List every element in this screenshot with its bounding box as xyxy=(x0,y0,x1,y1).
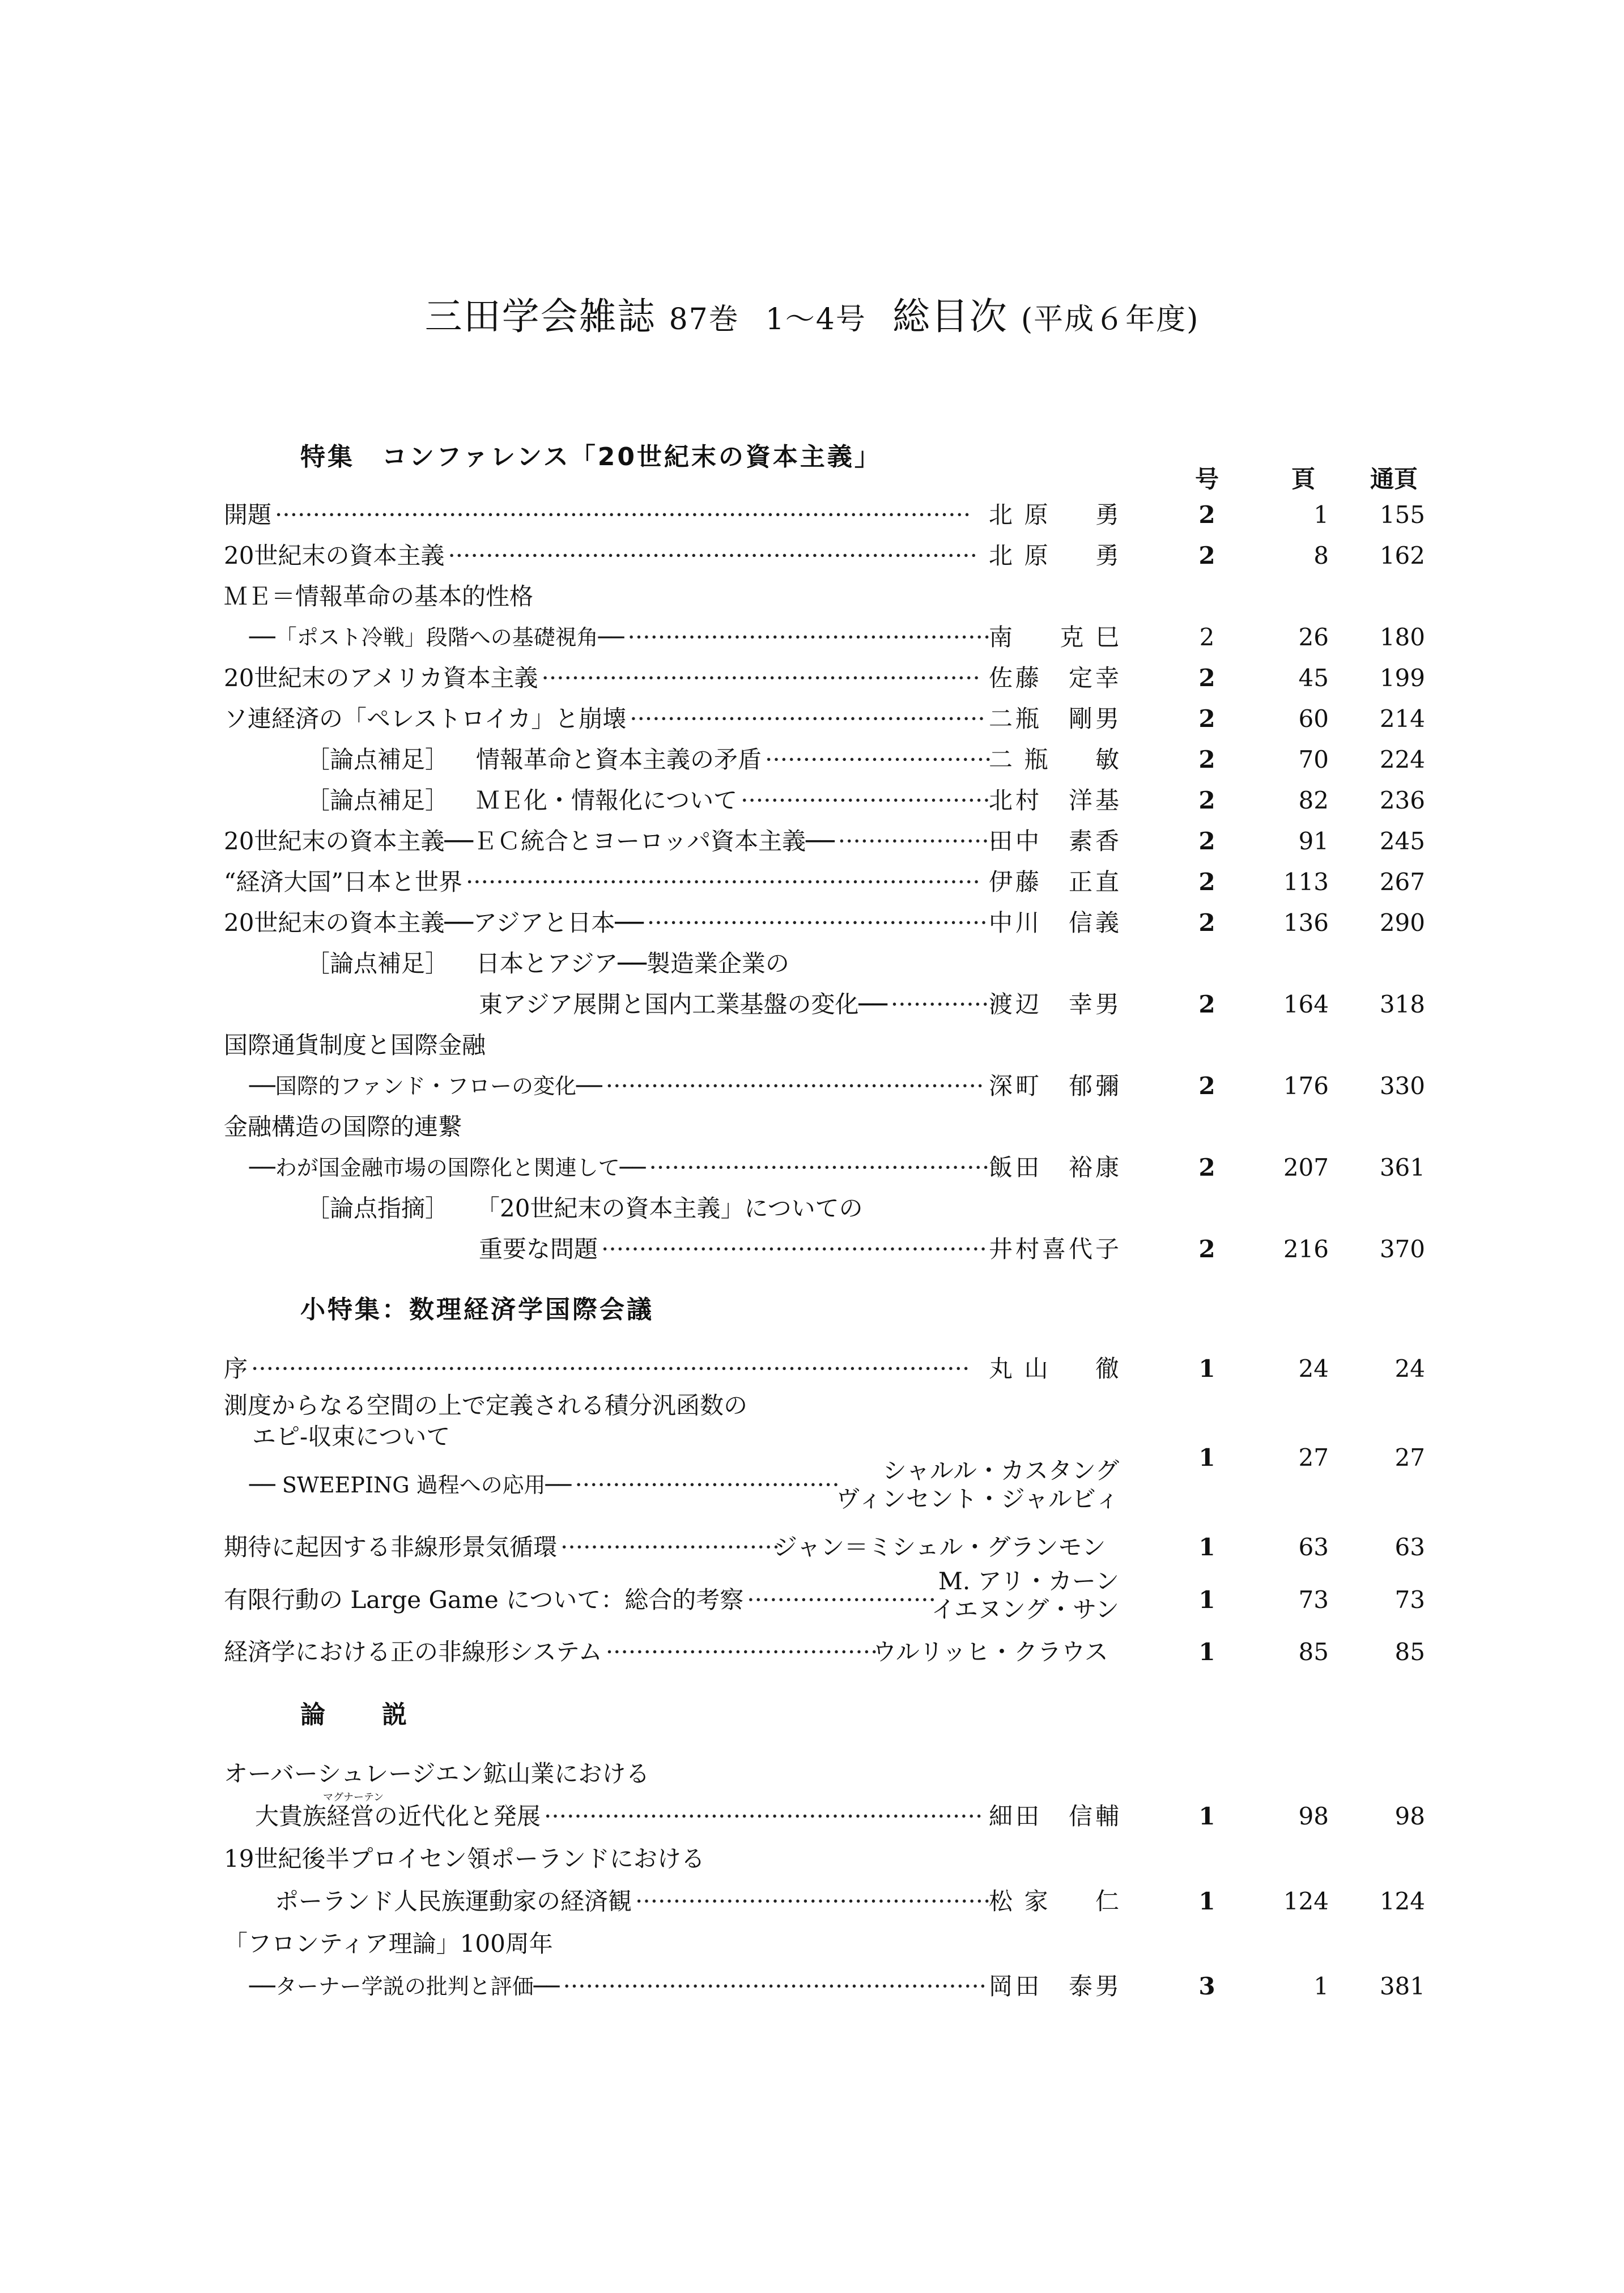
entry-title: 国際通貨制度と国際金融 xyxy=(224,1031,486,1059)
entry-issue: 2 xyxy=(1198,827,1215,855)
journal-name: 三田学会雑誌 xyxy=(424,295,656,338)
entry-bracket-label: ［論点補足］ xyxy=(306,950,449,977)
toc-row[interactable] xyxy=(0,1188,1624,1229)
entry-page: 124 xyxy=(1283,1887,1329,1915)
entry-author: ウルリッヒ・クラウス xyxy=(873,1638,1108,1666)
entry-issue: 1 xyxy=(1198,1586,1215,1614)
toc-row[interactable] xyxy=(0,1881,1624,1922)
entry-title: 有限行動の Large Game について：総合的考察 xyxy=(224,1586,744,1614)
entry-total-page: 24 xyxy=(1395,1355,1425,1382)
entry-title-group xyxy=(306,1188,863,1229)
toc-row[interactable] xyxy=(0,1754,1624,1794)
entry-total-page: 180 xyxy=(1379,623,1425,651)
entry-title: エピ-収束について xyxy=(252,1423,450,1450)
entry-page: 216 xyxy=(1283,1235,1329,1263)
entry-author: 岡田 泰男 xyxy=(989,1972,1119,2000)
entry-page: 24 xyxy=(1298,1355,1329,1382)
volume: 87巻 xyxy=(669,303,739,337)
toc-row[interactable] xyxy=(0,699,1624,739)
toc-row[interactable] xyxy=(0,535,1624,576)
entry-total-page: 318 xyxy=(1379,990,1425,1018)
entry-total-page: 290 xyxy=(1379,909,1425,937)
leader-dots: ····················· xyxy=(837,827,997,855)
entry-bracket-label: ［論点補足］ xyxy=(306,786,449,814)
entry-total-page: 267 xyxy=(1379,868,1425,896)
entry-author: 細田 信輔 xyxy=(989,1802,1119,1830)
entry-title: 大貴族経営の近代化と発展 xyxy=(255,1802,541,1830)
entry-author: 松家 仁 xyxy=(989,1887,1119,1915)
entry-total-page: 370 xyxy=(1379,1235,1425,1263)
entry-subtitle: ──国際的ファンド・フローの変化── xyxy=(249,1074,602,1099)
entry-title: 序 xyxy=(224,1355,248,1382)
toc-row[interactable] xyxy=(0,1348,1624,1389)
entry-total-page: 199 xyxy=(1379,664,1425,692)
toc-row[interactable] xyxy=(0,576,1624,617)
entry-author: ヴィンセント・ジャルビィ xyxy=(836,1485,1119,1513)
entry-total-page: 162 xyxy=(1379,542,1425,569)
entry-title: オーバーシュレージエン鉱山業における xyxy=(224,1760,650,1788)
entry-title: 測度からなる空間の上で定義される積分汎函数の xyxy=(224,1392,748,1419)
entry-page: 136 xyxy=(1283,909,1329,937)
year: (平成６年度) xyxy=(1021,303,1200,337)
entry-author: 田中 素香 xyxy=(989,827,1119,855)
entry-issue: 1 xyxy=(1198,1533,1215,1561)
entry-total-page: 330 xyxy=(1379,1072,1425,1100)
entry-total-page: 27 xyxy=(1395,1444,1425,1471)
entry-author: 中川 信義 xyxy=(989,909,1119,937)
entry-author-stack xyxy=(836,1457,1119,1513)
section-heading-mini: 小特集：数理経済学国際会議 xyxy=(300,1295,654,1324)
entry-issue: 2 xyxy=(1198,746,1215,773)
leader-dots: ··································· xyxy=(575,1471,840,1499)
entry-subtitle: ── SWEEPING 過程への応用── xyxy=(249,1473,572,1498)
entry-bracket-label: ［論点指摘］ xyxy=(306,1194,449,1222)
leader-dots: ·················································· xyxy=(605,1072,984,1100)
leader-dots: ···································································· xyxy=(465,868,980,896)
entry-page: 63 xyxy=(1298,1533,1329,1561)
entry-title: 「フロンティア理論」100周年 xyxy=(224,1930,553,1958)
toc-row[interactable] xyxy=(0,617,1624,658)
entry-issue: 2 xyxy=(1198,501,1215,529)
entry-issue: 2 xyxy=(1198,705,1215,733)
toc-row[interactable] xyxy=(0,821,1624,862)
leader-dots: ·························································· xyxy=(541,664,980,692)
leader-dots: ·············· xyxy=(890,990,997,1018)
issues: 1～4号 xyxy=(765,303,866,337)
entry-title: 20世紀末の資本主義──ＥＣ統合とヨーロッパ資本主義── xyxy=(224,827,835,855)
entry-page: 98 xyxy=(1298,1802,1329,1830)
entry-title: 重要な問題 xyxy=(479,1235,598,1263)
entry-page: 1 xyxy=(1313,501,1329,529)
entry-total-page: 85 xyxy=(1395,1638,1425,1666)
entry-author: シャルル・カスタング xyxy=(882,1457,1119,1484)
entry-title: 東アジア展開と国内工業基盤の変化── xyxy=(479,990,887,1018)
entry-page: 73 xyxy=(1298,1586,1329,1614)
entry-author: ジャン＝ミシェル・グランモン xyxy=(773,1533,1106,1561)
entry-page: 85 xyxy=(1298,1638,1329,1666)
entry-subtitle: ──ターナー学説の批判と評価── xyxy=(249,1974,560,1999)
entry-subtitle: ──「ポスト冷戦」段階への基礎視角── xyxy=(249,625,624,650)
entry-issue: 1 xyxy=(1198,1638,1215,1666)
toc-row[interactable] xyxy=(0,1025,1624,1066)
entry-title: 19世紀後半プロイセン領ポーランドにおける xyxy=(224,1845,705,1873)
entry-page: 164 xyxy=(1283,990,1329,1018)
entry-author: 北原 勇 xyxy=(989,501,1119,529)
toc-label: 総目次 xyxy=(892,295,1008,338)
entry-title: “経済大国”日本と世界 xyxy=(224,868,462,896)
entry-author: 北原 勇 xyxy=(989,542,1119,569)
toc-row[interactable] xyxy=(0,862,1624,903)
toc-row[interactable] xyxy=(0,1839,1624,1879)
entry-page: 60 xyxy=(1298,705,1329,733)
entry-issue: 1 xyxy=(1198,1887,1215,1915)
entry-bracket-label: ［論点補足］ xyxy=(306,746,449,773)
entry-author: M. アリ・カーン xyxy=(938,1567,1119,1595)
leader-dots: ············································· xyxy=(649,1154,990,1181)
entry-page: 82 xyxy=(1298,786,1329,814)
leader-dots: ············································· xyxy=(647,909,988,937)
entry-total-page: 245 xyxy=(1379,827,1425,855)
entry-page: 91 xyxy=(1298,827,1329,855)
toc-row[interactable] xyxy=(0,780,1624,821)
toc-row[interactable] xyxy=(0,1632,1624,1673)
entry-title: 金融構造の国際的連繋 xyxy=(224,1113,462,1141)
entry-title: ポーランド人民族運動家の経済観 xyxy=(275,1887,632,1915)
entry-issue: 2 xyxy=(1199,623,1215,651)
entry-issue: 2 xyxy=(1198,542,1215,569)
leader-dots: ···························································································· xyxy=(275,501,971,529)
entry-issue: 1 xyxy=(1198,1444,1215,1471)
leader-dots: ··············································· xyxy=(635,1887,991,1915)
entry-issue: 3 xyxy=(1198,1972,1215,2000)
entry-total-page: 381 xyxy=(1379,1972,1425,2000)
entry-title: 期待に起因する非線形景気循環 xyxy=(224,1533,558,1561)
entry-author: 伊藤 正直 xyxy=(989,868,1119,896)
entry-page: 1 xyxy=(1313,1972,1329,2000)
leader-dots: ······························································································· xyxy=(251,1355,970,1382)
entry-page: 27 xyxy=(1298,1444,1329,1471)
entry-total-page: 155 xyxy=(1379,501,1425,529)
entry-title: 20世紀末の資本主義 xyxy=(224,542,445,569)
entry-author: 飯田 裕康 xyxy=(989,1154,1119,1181)
entry-issue: 2 xyxy=(1198,786,1215,814)
entry-total-page: 361 xyxy=(1379,1154,1425,1181)
entry-title-group xyxy=(306,780,737,821)
toc-row[interactable] xyxy=(0,903,1624,943)
entry-author: 深町 郁彌 xyxy=(989,1072,1119,1100)
leader-dots: ································· xyxy=(741,786,990,814)
entry-issue: 2 xyxy=(1198,990,1215,1018)
entry-total-page: 73 xyxy=(1395,1586,1425,1614)
entry-author-stack xyxy=(932,1567,1119,1624)
entry-issue: 1 xyxy=(1198,1355,1215,1382)
entry-page: 70 xyxy=(1298,746,1329,773)
toc-row[interactable] xyxy=(0,1444,1624,1513)
entry-issue: 1 xyxy=(1198,1802,1215,1830)
entry-title: ＭＥ＝情報革命の基本的性格 xyxy=(224,582,534,610)
toc-row[interactable] xyxy=(0,1107,1624,1147)
entry-issue: 2 xyxy=(1198,664,1215,692)
entry-title: 経済学における正の非線形システム xyxy=(224,1638,602,1666)
entry-total-page: 236 xyxy=(1379,786,1425,814)
entry-author: 二瓶 敏 xyxy=(989,746,1119,773)
column-header-issue: 号 xyxy=(1194,465,1219,493)
leader-dots: ······························ xyxy=(765,746,992,773)
entry-ruby: マグナーテン xyxy=(323,1792,384,1803)
entry-author: 二瓶 剛男 xyxy=(989,705,1119,733)
leader-dots: ····························· xyxy=(560,1533,780,1561)
entry-author: イエヌング・サン xyxy=(931,1596,1119,1623)
leader-dots: ························································ xyxy=(563,1972,987,2000)
entry-total-page: 124 xyxy=(1379,1887,1425,1915)
leader-dots: ························· xyxy=(747,1586,936,1614)
entry-issue: 2 xyxy=(1198,1154,1215,1181)
entry-title-group xyxy=(306,943,789,984)
entry-issue: 2 xyxy=(1198,909,1215,937)
entry-page: 8 xyxy=(1313,542,1329,569)
toc-row[interactable] xyxy=(0,1147,1624,1188)
toc-row[interactable] xyxy=(0,1066,1624,1107)
leader-dots: ··············································· xyxy=(630,705,985,733)
leader-dots: ······································································ xyxy=(448,542,977,569)
entry-author: 丸山 徹 xyxy=(989,1355,1119,1382)
entry-subtitle: ──わが国金融市場の国際化と関連して── xyxy=(249,1155,646,1180)
entry-page: 207 xyxy=(1283,1154,1329,1181)
toc-row[interactable] xyxy=(0,739,1624,780)
entry-author: 佐藤 定幸 xyxy=(989,664,1119,692)
entry-author: 南 克巳 xyxy=(989,623,1119,651)
entry-total-page: 214 xyxy=(1379,705,1425,733)
toc-row[interactable] xyxy=(0,495,1624,535)
entry-total-page: 98 xyxy=(1395,1802,1425,1830)
toc-row[interactable] xyxy=(0,1229,1624,1270)
toc-row[interactable] xyxy=(0,1966,1624,2007)
toc-row[interactable] xyxy=(0,1567,1624,1623)
section-heading-special: 特集 コンファレンス「20世紀末の資本主義」 xyxy=(300,443,882,471)
toc-row[interactable] xyxy=(0,984,1624,1025)
entry-total-page: 63 xyxy=(1395,1533,1425,1561)
leader-dots: ···································· xyxy=(605,1638,878,1666)
toc-row[interactable] xyxy=(0,658,1624,699)
toc-row[interactable] xyxy=(0,1792,1624,1837)
entry-page: 113 xyxy=(1283,868,1329,896)
toc-row[interactable] xyxy=(0,943,1624,984)
toc-row[interactable] xyxy=(0,1527,1624,1568)
toc-row[interactable] xyxy=(0,1924,1624,1964)
page-title xyxy=(0,286,1624,340)
entry-title: 20世紀末の資本主義──アジアと日本── xyxy=(224,909,644,937)
entry-issue: 2 xyxy=(1198,1072,1215,1100)
leader-dots: ·························································· xyxy=(544,1802,983,1830)
entry-author: 井村喜代子 xyxy=(989,1235,1119,1263)
column-header-page: 頁 xyxy=(1291,465,1315,493)
leader-dots: ··················································· xyxy=(601,1235,987,1263)
leader-dots: ················································ xyxy=(627,623,991,651)
entry-total-page: 224 xyxy=(1379,746,1425,773)
entry-title-group xyxy=(306,739,762,780)
entry-title: ソ連経済の「ペレストロイカ」と崩壊 xyxy=(224,705,627,733)
entry-issue: 2 xyxy=(1198,868,1215,896)
column-header-total-page: 通頁 xyxy=(1370,465,1418,493)
entry-title: 開題 xyxy=(224,501,272,529)
section-heading-articles: 論 説 xyxy=(300,1700,409,1729)
entry-page: 176 xyxy=(1283,1072,1329,1100)
entry-title: 情報革命と資本主義の矛盾 xyxy=(476,746,762,773)
entry-title: 「20世紀末の資本主義」についての xyxy=(476,1194,863,1222)
entry-title: 日本とアジア──製造業企業の xyxy=(476,950,789,977)
entry-page: 45 xyxy=(1298,664,1329,692)
entry-issue: 2 xyxy=(1198,1235,1215,1263)
entry-author: 北村 洋基 xyxy=(989,786,1119,814)
entry-title: 20世紀末のアメリカ資本主義 xyxy=(224,664,538,692)
entry-title: ＭＥ化・情報化について xyxy=(476,786,738,814)
entry-page: 26 xyxy=(1298,623,1329,651)
entry-author: 渡辺 幸男 xyxy=(989,990,1119,1018)
